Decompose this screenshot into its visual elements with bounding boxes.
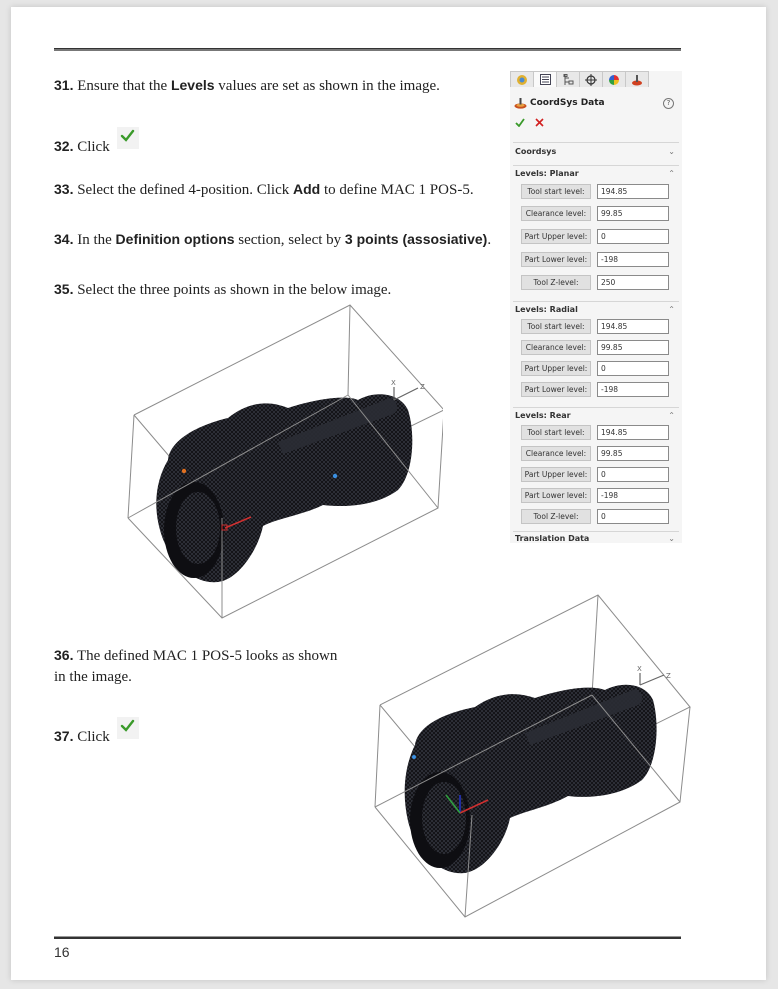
coordsys-data-panel [510,71,682,543]
footer-rule [54,936,681,939]
panel-title: CoordSys Data [530,98,605,108]
dim-xpert-icon [585,74,597,86]
planar-clearance-row [521,206,669,221]
rear-part-upper-row [521,467,669,482]
part-lower-level-button[interactable]: Part Lower level: [521,382,591,397]
step-number: 32. [54,138,74,154]
step-number: 36. [54,647,74,663]
chevron-down-icon: ⌄ [668,147,675,156]
step-34 [54,229,491,251]
section-coordsys-header[interactable] [513,142,679,160]
part-upper-level-input[interactable]: 0 [597,361,669,376]
part-lower-level-input[interactable]: -198 [597,488,669,503]
step-37 [54,717,139,748]
page-number: 16 [54,944,70,960]
step-number: 34. [54,231,74,247]
feature-manager-icon [516,74,528,86]
bold-term-definition-options: Definition options [115,231,235,247]
ok-check-icon [117,717,139,739]
selected-point-1[interactable] [182,469,186,473]
part-lower-level-input[interactable]: -198 [597,252,669,267]
section-label: Translation Data [515,534,590,543]
display-manager-icon [608,74,620,86]
axis-triad [391,379,425,400]
clearance-level-input[interactable]: 99.85 [597,340,669,355]
help-icon[interactable]: ? [663,98,674,109]
step-text: Ensure that the [77,78,171,94]
selected-point-2[interactable] [333,474,337,478]
mesh-figure-selected-points [108,290,443,635]
section-levels-rear-header[interactable] [513,407,679,423]
tool-start-level-button[interactable]: Tool start level: [521,319,591,334]
tool-z-level-input[interactable]: 250 [597,275,669,290]
document-page [11,7,766,980]
tool-start-level-input[interactable]: 194.85 [597,425,669,440]
step-32 [54,127,139,158]
planar-part-upper-row [521,229,669,244]
radial-part-lower-row [521,382,669,397]
step-text: Click [77,139,110,155]
step-number: 33. [54,181,74,197]
chevron-up-icon: ⌃ [668,305,675,314]
step-36 [54,645,337,688]
part-upper-level-input[interactable]: 0 [597,467,669,482]
panel-title-row [514,97,605,109]
clearance-level-button[interactable]: Clearance level: [521,446,591,461]
bold-term-add: Add [293,181,321,197]
step-text: values are set as shown in the image. [214,78,440,94]
part-upper-level-button[interactable]: Part Upper level: [521,361,591,376]
property-manager-icon [540,74,551,85]
step-text: In the [77,232,116,248]
step-number: 37. [54,728,74,744]
step-31 [54,75,440,97]
axis-label-x: X [391,379,396,387]
ok-button[interactable] [515,118,525,127]
step-text: Click [77,729,110,745]
radial-part-upper-row [521,361,669,376]
header-rule [54,48,681,51]
tab-feature-manager[interactable] [510,71,534,87]
axis-label-x: X [637,665,642,673]
step-text: Select the defined 4-position. Click [77,182,294,198]
manager-tabs [510,71,682,88]
tool-z-level-input[interactable]: 0 [597,509,669,524]
clearance-level-button[interactable]: Clearance level: [521,340,591,355]
part-mesh [405,685,657,874]
mesh-figure-defined-position [360,585,693,920]
part-upper-level-input[interactable]: 0 [597,229,669,244]
clearance-level-button[interactable]: Clearance level: [521,206,591,221]
planar-part-lower-row [521,252,669,267]
configuration-manager-icon [563,74,574,86]
cam-icon [631,74,643,86]
tool-z-level-button[interactable]: Tool Z-level: [521,275,591,290]
step-text: to define MAC 1 POS-5. [320,182,474,198]
step-text: in the image. [54,669,132,685]
section-label: Levels: Rear [515,411,571,420]
cam-coordsys-icon [514,97,527,109]
step-33 [54,179,474,201]
step-text: Select the three points as shown in the below image. [77,282,392,298]
section-levels-planar-header[interactable] [513,165,679,181]
tool-start-level-button[interactable]: Tool start level: [521,425,591,440]
step-text: . [487,232,492,248]
step-number: 35. [54,281,74,297]
section-label: Coordsys [515,147,557,156]
tool-z-level-button[interactable]: Tool Z-level: [521,509,591,524]
tab-dimxpert-manager[interactable] [579,71,603,87]
step-text: section, select by [234,232,345,248]
section-label: Levels: Planar [515,169,579,178]
axis-label-z: Z [666,672,671,680]
ok-cancel-buttons [515,118,544,127]
part-upper-level-button[interactable]: Part Upper level: [521,467,591,482]
cancel-button[interactable] [535,118,544,127]
axis-label-z: Z [420,383,425,391]
chevron-down-icon: ⌄ [668,534,675,543]
part-lower-level-button[interactable]: Part Lower level: [521,488,591,503]
tool-start-level-button[interactable]: Tool start level: [521,184,591,199]
planar-tool-start-row [521,184,669,199]
tool-start-level-input[interactable]: 194.85 [597,184,669,199]
section-label: Levels: Radial [515,305,578,314]
rear-part-lower-row [521,488,669,503]
tool-start-level-input[interactable]: 194.85 [597,319,669,334]
tab-property-manager[interactable] [533,71,557,87]
radial-tool-start-row [521,319,669,334]
planar-tool-z-row [521,275,669,290]
rear-tool-start-row [521,425,669,440]
step-number: 31. [54,77,74,93]
bold-term-levels: Levels [170,77,215,93]
clearance-level-input[interactable]: 99.85 [597,446,669,461]
tab-display-manager[interactable] [602,71,626,87]
rear-clearance-row [521,446,669,461]
axis-triad [637,665,671,685]
bold-term-3-points: 3 points (assosiative) [344,231,488,247]
clearance-level-input[interactable]: 99.85 [597,206,669,221]
section-translation-data-header[interactable] [513,531,679,543]
part-upper-level-button[interactable]: Part Upper level: [521,229,591,244]
chevron-up-icon: ⌃ [668,169,675,178]
step-text: The defined MAC 1 POS-5 looks as shown [76,648,338,664]
part-lower-level-input[interactable]: -198 [597,382,669,397]
chevron-up-icon: ⌃ [668,411,675,420]
tab-cam-manager[interactable] [625,71,649,87]
radial-clearance-row [521,340,669,355]
selected-point[interactable] [412,755,416,759]
ok-check-icon [117,127,139,149]
section-levels-radial-header[interactable] [513,301,679,317]
rear-tool-z-row [521,509,669,524]
tab-configuration-manager[interactable] [556,71,580,87]
part-lower-level-button[interactable]: Part Lower level: [521,252,591,267]
part-mesh [156,394,412,582]
